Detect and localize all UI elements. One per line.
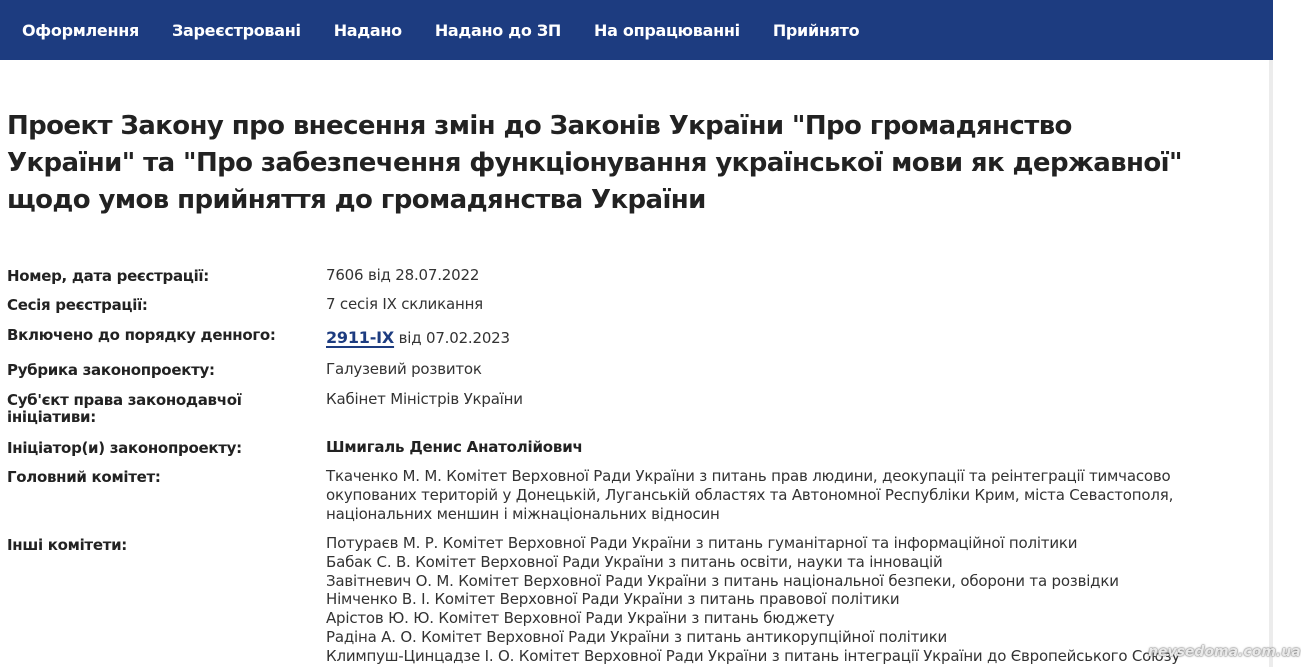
nav-item-drafting[interactable]: Оформлення	[22, 20, 139, 40]
nav-item-registered[interactable]: Зареєстровані	[171, 20, 301, 40]
committee-item: Завітневич О. М. Комітет Верховної Ради України з питань національної безпеки, оборони та розвідки	[326, 571, 1119, 590]
agenda-label: Включено до порядку денного:	[7, 326, 276, 344]
agenda-value	[326, 328, 1256, 348]
initiator-label: Ініціатор(и) законопроекту:	[7, 439, 242, 457]
committee-item: Радіна А. О. Комітет Верховної Ради України з питань антикорупційної політики	[326, 627, 948, 646]
registration-label: Номер, дата реєстрації:	[7, 267, 209, 285]
nav-item-in-processing[interactable]: На опрацюванні	[594, 20, 740, 40]
other-committees-label: Інші комітети:	[7, 536, 127, 554]
registration-value: 7606 від 28.07.2022	[326, 266, 480, 284]
agenda-date: від 07.02.2023	[394, 329, 510, 347]
session-label: Сесія реєстрації:	[7, 296, 148, 314]
rubric-value: Галузевий розвиток	[326, 360, 482, 378]
subject-label: Суб'єкт права законодавчої ініціативи:	[7, 391, 242, 426]
nav-item-adopted[interactable]: Прийнято	[772, 20, 860, 40]
committee-item: Бабак С. В. Комітет Верховної Ради України з питань освіти, науки та інновацій	[326, 552, 943, 571]
watermark: nevsedoma.com.ua	[1148, 644, 1301, 660]
committee-item: Климпуш-Цинцадзе І. О. Комітет Верховної Ради України з питань інтеграції України до Європейського Союзу	[326, 646, 1181, 665]
other-committees-list	[326, 534, 1256, 666]
nav-item-submitted[interactable]: Надано	[333, 20, 402, 40]
nav-item-submitted-to-zp[interactable]: Надано до ЗП	[434, 20, 562, 40]
main-committee-label: Головний комітет:	[7, 468, 161, 486]
agenda-link[interactable]: 2911-IX	[326, 328, 395, 347]
subject-value: Кабінет Міністрів України	[326, 390, 523, 408]
session-value: 7 сесія IX скликання	[326, 295, 483, 313]
committee-item: Німченко В. І. Комітет Верховної Ради України з питань правової політики	[326, 590, 900, 609]
top-navigation	[0, 0, 1273, 60]
page-scrollbar[interactable]	[1269, 60, 1273, 667]
page-title: Проект Закону про внесення змін до Законів України "Про громадянство України" та "Про забезпечення функціонування української мови як державної" щодо умов прийняття до громадянства України	[7, 111, 1182, 215]
committee-item: Потураєв М. Р. Комітет Верховної Ради України з питань гуманітарної та інформаційної політики	[326, 534, 1078, 552]
main-committee-value: Ткаченко М. М. Комітет Верховної Ради України з питань прав людини, деокупації та реінтеграції тимчасово окупованих територій у Донецькій, Луганській областях та Автономної Республіки Крим, міста Севастополя, національних меншин і міжнаціональних відносин	[326, 467, 1174, 523]
initiator-value: Шмигаль Денис Анатолійович	[326, 438, 583, 456]
rubric-label: Рубрика законопроекту:	[7, 361, 215, 379]
committee-item: Арістов Ю. Ю. Комітет Верховної Ради України з питань бюджету	[326, 609, 835, 628]
